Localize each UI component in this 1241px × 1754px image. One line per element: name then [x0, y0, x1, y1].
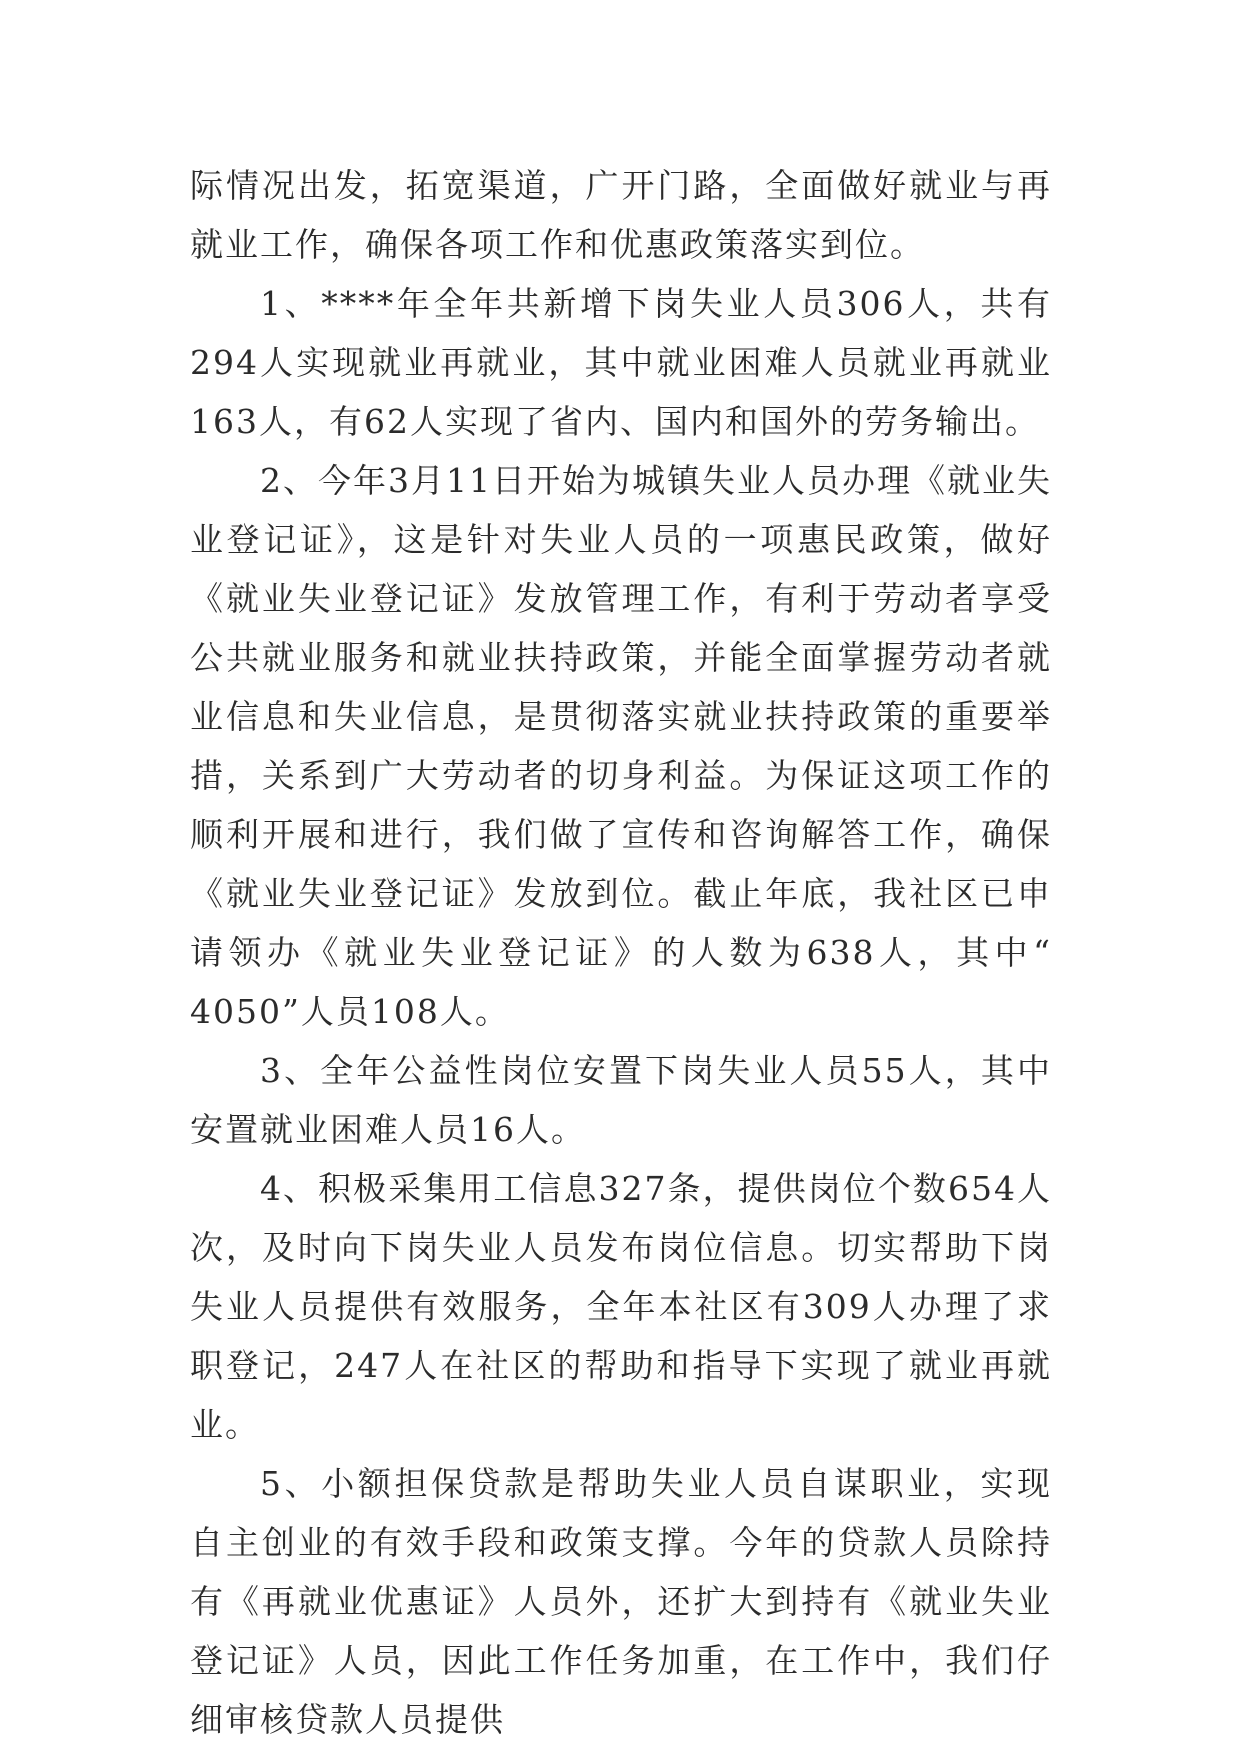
paragraph-continuation: 际情况出发，拓宽渠道，广开门路，全面做好就业与再就业工作，确保各项工作和优惠政策落实到位。: [190, 166, 1052, 264]
document-body: [190, 156, 1052, 1749]
paragraph-item-2: 2、今年3月11日开始为城镇失业人员办理《就业失业登记证》，这是针对失业人员的一项惠民政策，做好《就业失业登记证》发放管理工作，有利于劳动者享受公共就业服务和就业扶持政策，并能全面掌握劳动者就业信息和失业信息，是贯彻落实就业扶持政策的重要举措，关系到广大劳动者的切身利益。为保证这项工作的顺利开展和进行，我们做了宣传和咨询解答工作，确保《就业失业登记证》发放到位。截止年底，我社区已申请领办《就业失业登记证》的人数为638人，其中“ 4050”人员108人。: [190, 461, 1052, 1031]
paragraph-item-3: 3、全年公益性岗位安置下岗失业人员55人，其中安置就业困难人员16人。: [190, 1051, 1052, 1149]
paragraph-item-4: 4、积极采集用工信息327条，提供岗位个数654人次，及时向下岗失业人员发布岗位信息。切实帮助下岗失业人员提供有效服务，全年本社区有309人办理了求职登记，247人在社区的帮助和指导下实现了就业再就业。: [190, 1169, 1052, 1444]
paragraph-item-1: 1、****年全年共新增下岗失业人员306人，共有294人实现就业再就业，其中就业困难人员就业再就业163人，有62人实现了省内、国内和国外的劳务输出。: [190, 284, 1052, 441]
paragraph-item-5: 5、小额担保贷款是帮助失业人员自谋职业，实现自主创业的有效手段和政策支撑。今年的贷款人员除持有《再就业优惠证》人员外，还扩大到持有《就业失业登记证》人员，因此工作任务加重，在工作中，我们仔细审核贷款人员提供: [190, 1464, 1052, 1739]
